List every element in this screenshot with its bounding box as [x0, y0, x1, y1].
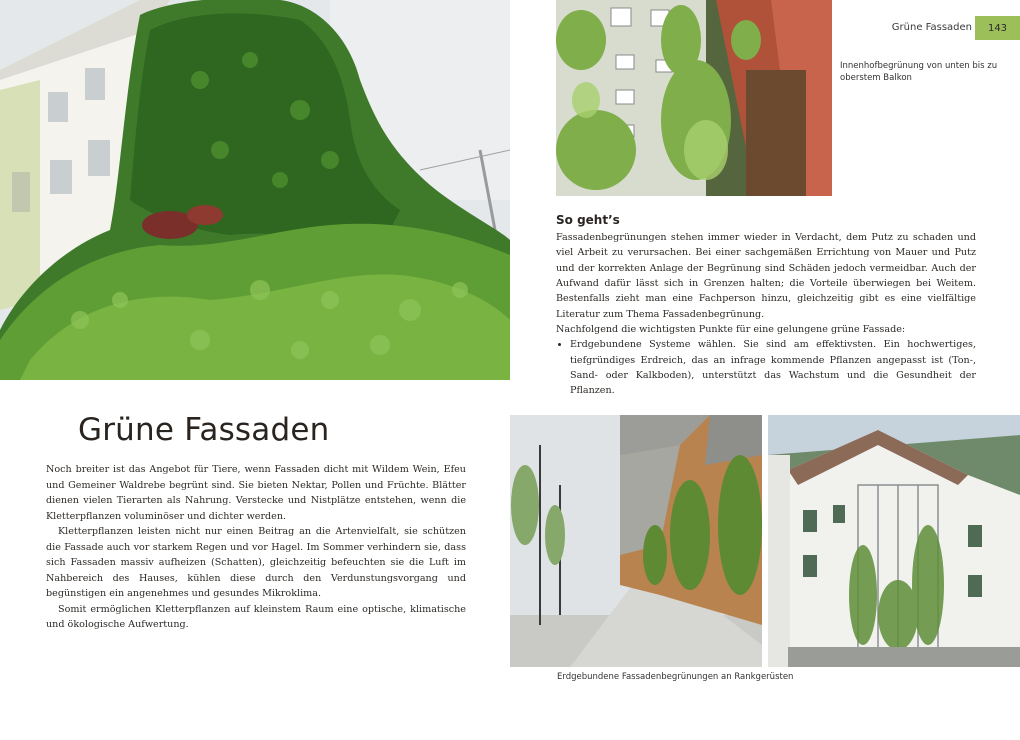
howto-heading: So geht’s — [556, 213, 620, 227]
house-illustration — [768, 415, 1020, 667]
howto-bullet-list — [556, 337, 976, 398]
street-illustration — [510, 415, 762, 667]
photo-courtyard — [556, 0, 832, 196]
howto-bullet-item: • Erdgebundene Systeme wählen. Sie sind am effektivsten. Ein hochwertiges, tiefgründiges Erdreich, das an infrage kommende Pflanzen angepasst ist (Ton-, Sand- oder Kalkboden), unterstützt das Wachstum und die Gesundheit der Pflanzen. — [570, 337, 976, 398]
vine-facade-illustration — [0, 0, 510, 380]
article-paragraph: Somit ermöglichen Kletterpflanzen auf kleinstem Raum eine optische, klimatische und ökologische Aufwertung. — [46, 603, 466, 631]
article-paragraph: Kletterpflanzen leisten nicht nur einen Beitrag an die Artenvielfalt, sie schützen die Fassade auch vor starkem Regen und vor Hagel. Im Sommer verhindern sie, dass sich Fassaden massiv aufheizen (Schatten), gleichzeitig befeuchten sie die Luft im Nahbereich des Hauses, kühlen diese durch den Verdunstungsvorgang und begünstigen ein angenehmes und gesundes Mikroklima. — [46, 526, 466, 600]
page-number-tab — [975, 16, 1020, 40]
courtyard-illustration — [556, 0, 832, 196]
photo-vine-facade — [0, 0, 510, 380]
howto-paragraph: Nachfolgend die wichtigsten Punkte für eine gelungene grüne Fassade: — [556, 324, 906, 336]
article-body — [46, 462, 466, 633]
running-header-title: Grüne Fassaden — [891, 22, 972, 33]
page-number: 143 — [987, 22, 1008, 34]
photo-street-facade — [510, 415, 762, 667]
article-paragraph: Noch breiter ist das Angebot für Tiere, wenn Fassaden dicht mit Wildem Wein, Efeu und Gemeiner Waldrebe begrünt sind. Sie bieten Nektar, Pollen und Früchte. Blätter dienen vielen Tierarten als Nahrung. Verstecke und Nistplätze entstehen, wenn die Kletterpflanzen voluminöser und dichter werden. — [46, 464, 466, 522]
article-title: Grüne Fassaden — [78, 412, 330, 448]
caption-bottom: Erdgebundene Fassadenbegrünungen an Rankgerüsten — [557, 672, 794, 682]
howto-body — [556, 230, 976, 399]
howto-paragraph: Fassadenbegrünungen stehen immer wieder in Verdacht, dem Putz zu schaden und viel Arbeit zu verursachen. Bei einer sachgemäßen Errichtung von Mauer und Putz und der korrekten Anlage der Begrünung sind Schäden jedoch vermeidbar. Auch der Aufwand dafür lässt sich in Grenzen halten; die Vorteile überwiegen bei Weitem. Bestenfalls zieht man eine Fachperson hinzu, gleichzeitig gibt es eine vielfältige Literatur zum Thema Fassadenbegrünung. — [556, 232, 976, 320]
photo-house-facade — [768, 415, 1020, 667]
caption-courtyard: Innenhofbegrünung von unten bis zu oberstem Balkon — [840, 61, 998, 83]
